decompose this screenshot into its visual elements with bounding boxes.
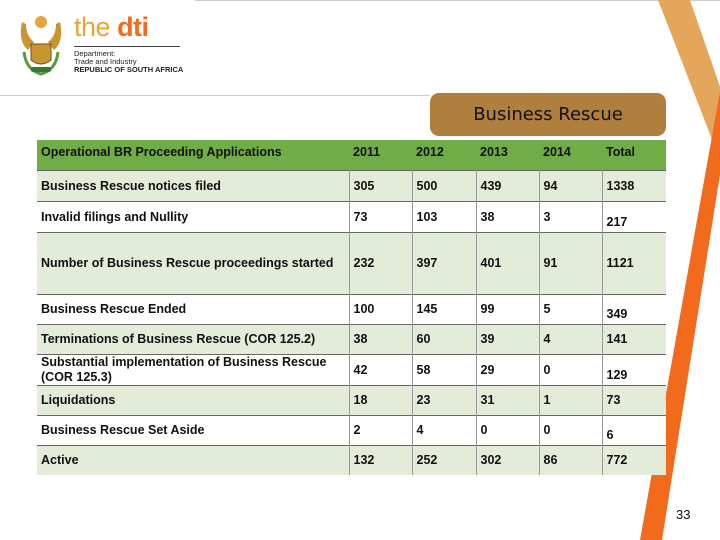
cell: 60 [412,324,476,354]
cell: 0 [539,354,602,385]
table-row [37,294,666,324]
table-row [37,324,666,354]
cell: 5 [539,294,602,324]
table-row [37,354,666,385]
dti-logo [12,8,192,80]
business-rescue-table [37,140,666,475]
cell: 4 [539,324,602,354]
header-cell: 2012 [416,145,444,159]
row-label: Invalid filings and Nullity [41,209,189,224]
table-row [37,232,666,294]
cell: 1 [539,385,602,415]
cell: 100 [349,294,412,324]
cell: 23 [412,385,476,415]
cell: 349 [602,294,666,324]
cell: 38 [476,201,539,232]
row-label: Number of Business Rescue proceedings started [41,256,334,270]
table-row [37,445,666,475]
cell: 1338 [602,170,666,201]
cell: 500 [412,170,476,201]
brand-name: the dti [74,12,149,42]
table-row [37,170,666,201]
cell: 0 [476,415,539,445]
row-label: Active [41,453,79,468]
cell: 39 [476,324,539,354]
cell: 401 [476,232,539,294]
cell: 439 [476,170,539,201]
header-cell: Total [606,145,635,159]
row-label: Business Rescue Ended [41,302,187,316]
cell: 99 [476,294,539,324]
cell: 397 [412,232,476,294]
cell: 141 [602,324,666,354]
cell: 6 [602,415,666,445]
cell: 145 [412,294,476,324]
cell: 29 [476,354,539,385]
row-label: Terminations of Business Rescue (COR 125.2) [41,332,316,346]
cell: 86 [539,445,602,475]
cell: 232 [349,232,412,294]
cell: 18 [349,385,412,415]
cell: 73 [349,201,412,232]
cell: 132 [349,445,412,475]
cell: 94 [539,170,602,201]
cell: 302 [476,445,539,475]
cell: 3 [539,201,602,232]
cell: 4 [412,415,476,445]
cell: 2 [349,415,412,445]
cell: 58 [412,354,476,385]
header-cell: 2014 [543,145,571,159]
table-row [37,385,666,415]
cell: 103 [412,201,476,232]
cell: 42 [349,354,412,385]
page-number: 33 [676,507,691,522]
cell: 1121 [602,232,666,294]
header-cell: Operational BR Proceeding Applications [41,145,282,159]
table-row [37,415,666,445]
cell: 772 [602,445,666,475]
department-text: Department: Trade and Industry REPUBLIC OF SOUTH AFRICA [74,49,184,74]
cell: 91 [539,232,602,294]
row-label: Business Rescue notices filed [41,178,221,193]
row-label: Substantial implementation of Business Rescue (COR 125.3) [41,354,327,384]
cell: 252 [412,445,476,475]
row-label: Liquidations [41,393,116,407]
cell: 305 [349,170,412,201]
table-header-row [37,140,666,170]
cell: 73 [602,385,666,415]
coat-of-arms-icon [16,12,66,76]
cell: 217 [602,201,666,232]
header-cell: 2011 [353,145,381,159]
cell: 129 [602,354,666,385]
row-label: Business Rescue Set Aside [41,423,205,437]
tan-stripe [658,0,720,160]
cell: 31 [476,385,539,415]
table-row [37,201,666,232]
cell: 0 [539,415,602,445]
brand-rule [74,46,180,47]
slide-title: Business Rescue [430,93,666,136]
header-cell: 2013 [480,145,508,159]
cell: 38 [349,324,412,354]
